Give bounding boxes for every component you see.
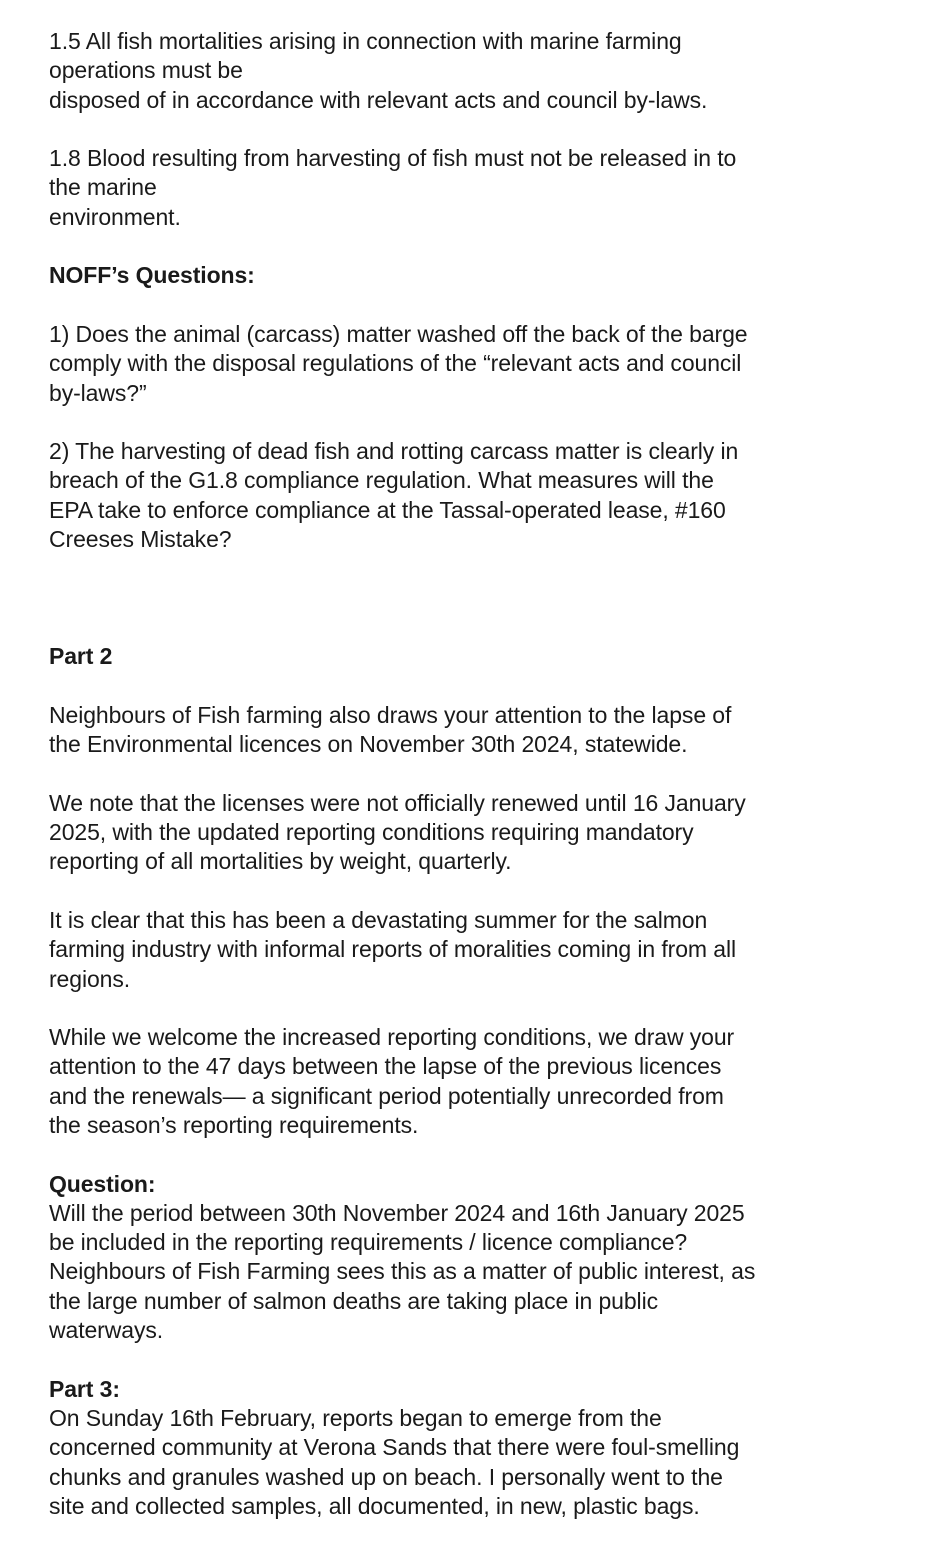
question-heading: Question: xyxy=(49,1170,156,1197)
question-2 xyxy=(49,437,859,554)
text-line: On Sunday 16th February, reports began to emerge from the xyxy=(49,1404,662,1431)
text-line: EPA take to enforce compliance at the Tassal-operated lease, #160 xyxy=(49,496,726,523)
text-line: Creeses Mistake? xyxy=(49,526,232,553)
part-2-paragraph-4 xyxy=(49,1023,859,1140)
text-line: disposed of in accordance with relevant acts and council by-laws. xyxy=(49,86,708,113)
part-2-paragraph-3 xyxy=(49,906,859,994)
question-1 xyxy=(49,320,859,408)
part-2-heading: Part 2 xyxy=(49,643,113,670)
document-page xyxy=(49,27,859,1521)
text-line: the season’s reporting requirements. xyxy=(49,1111,419,1138)
text-line: 2025, with the updated reporting conditions requiring mandatory xyxy=(49,819,694,846)
text-line: reporting of all mortalities by weight, quarterly. xyxy=(49,848,512,875)
text-line: We note that the licenses were not officially renewed until 16 January xyxy=(49,789,746,816)
text-line: comply with the disposal regulations of the “relevant acts and council xyxy=(49,350,742,377)
text-line: 1.5 All fish mortalities arising in connection with marine farming xyxy=(49,28,682,54)
part-2-paragraph-1 xyxy=(49,701,859,760)
text-line: Will the period between 30th November 2024 and 16th January 2025 xyxy=(49,1199,745,1226)
text-line: It is clear that this has been a devastating summer for the salmon xyxy=(49,906,708,933)
text-line: regions. xyxy=(49,965,131,992)
text-line: by-laws?” xyxy=(49,379,147,406)
part-3-heading: Part 3: xyxy=(49,1375,120,1402)
question-section xyxy=(49,1170,859,1346)
text-line: Neighbours of Fish Farming sees this as a matter of public interest, as xyxy=(49,1258,756,1285)
part-2-paragraph-2 xyxy=(49,789,859,877)
text-line: breach of the G1.8 compliance regulation. What measures will the xyxy=(49,467,714,494)
text-line: operations must be xyxy=(49,57,243,84)
text-line: site and collected samples, all documented, in new, plastic bags. xyxy=(49,1492,700,1519)
clause-1-5 xyxy=(49,27,859,115)
text-line: Neighbours of Fish farming also draws your attention to the lapse of xyxy=(49,701,732,728)
text-line: the marine xyxy=(49,174,157,201)
noff-questions-heading: NOFF’s Questions: xyxy=(49,262,255,289)
text-line: waterways. xyxy=(49,1317,164,1344)
clause-1-8 xyxy=(49,144,859,232)
text-line: be included in the reporting requirements / licence compliance? xyxy=(49,1229,688,1256)
text-line: farming industry with informal reports of moralities coming in from all xyxy=(49,936,736,963)
text-line: concerned community at Verona Sands that there were foul-smelling xyxy=(49,1434,740,1461)
text-line: 2) The harvesting of dead fish and rotting carcass matter is clearly in xyxy=(49,438,739,465)
text-line: the large number of salmon deaths are taking place in public xyxy=(49,1287,658,1314)
text-line: and the renewals— a significant period potentially unrecorded from xyxy=(49,1082,724,1109)
text-line: 1.8 Blood resulting from harvesting of fish must not be released in to xyxy=(49,145,737,172)
text-line: the Environmental licences on November 30th 2024, statewide. xyxy=(49,731,688,758)
text-line: environment. xyxy=(49,203,181,230)
text-line: While we welcome the increased reporting conditions, we draw your xyxy=(49,1024,735,1051)
text-line: chunks and granules washed up on beach. I personally went to the xyxy=(49,1463,723,1490)
text-line: attention to the 47 days between the lapse of the previous licences xyxy=(49,1053,722,1080)
text-line: 1) Does the animal (carcass) matter washed off the back of the barge xyxy=(49,320,748,347)
part-3-section xyxy=(49,1375,859,1521)
